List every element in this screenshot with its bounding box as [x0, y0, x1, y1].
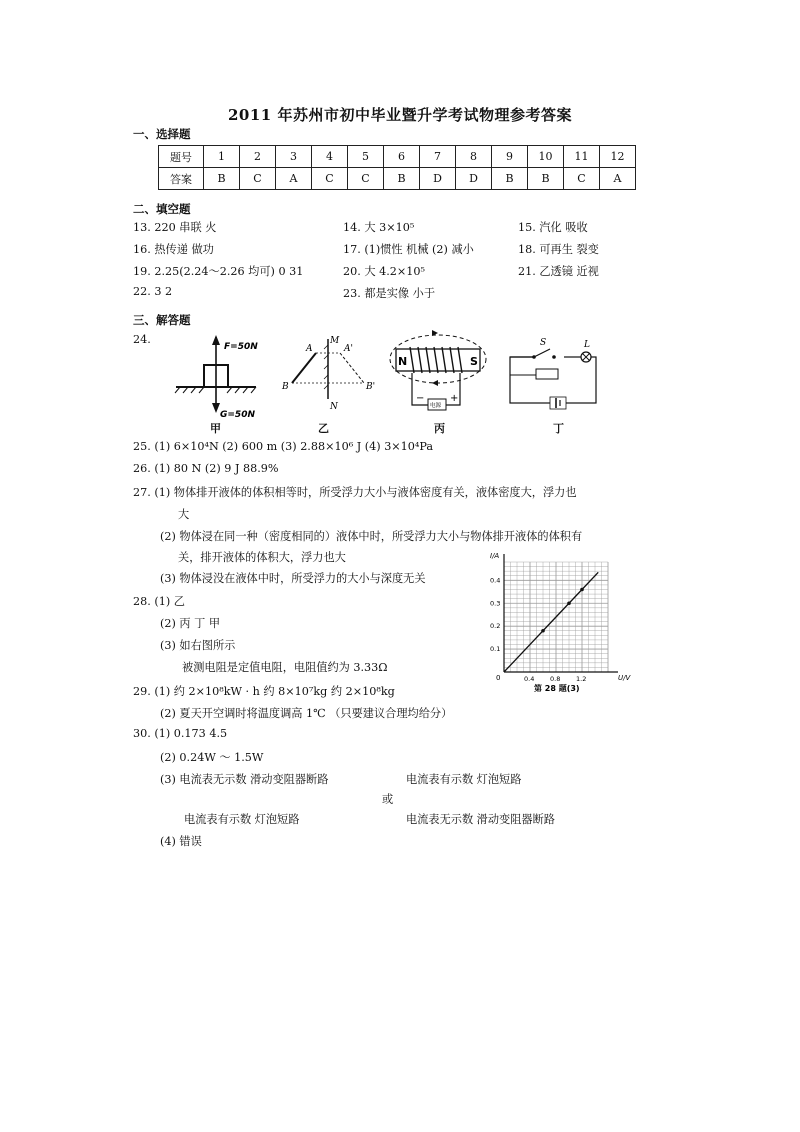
- answer-q30-part1: 30. (1) 0.173 4.5: [133, 727, 228, 740]
- question-number-cell: 7: [420, 146, 456, 168]
- lamp-label: L: [584, 340, 590, 350]
- chart-y-tick-labels: [490, 576, 500, 653]
- switch-contact: [552, 355, 556, 359]
- pole-label-south: S: [470, 355, 478, 368]
- figure-bing-solenoid-diagram: [388, 333, 496, 417]
- iu-graph-chart: [484, 548, 634, 696]
- answer-q26: 26. (1) 80 N (2) 9 J 88.9%: [133, 462, 279, 475]
- answer-cell: C: [348, 168, 384, 190]
- answer-q16: 16. 热传递 做功: [133, 243, 214, 256]
- table-row-answers: [159, 168, 636, 190]
- answer-cell: C: [312, 168, 348, 190]
- answer-q15: 15. 汽化 吸收: [518, 221, 588, 234]
- question-number-cell: 6: [384, 146, 420, 168]
- answer-q17: 17. (1)惯性 机械 (2) 减小: [343, 243, 474, 256]
- answer-cell: B: [204, 168, 240, 190]
- answer-q18: 18. 可再生 裂变: [518, 243, 599, 256]
- switch-label: S: [540, 338, 547, 348]
- answer-cell: D: [420, 168, 456, 190]
- answer-q22: 22. 3 2: [133, 285, 173, 298]
- chart-x-tick-label: 0.8: [550, 675, 561, 683]
- question-number-cell: 12: [600, 146, 636, 168]
- answer-q29-part2: (2) 夏天开空调时将温度调高 1℃ （只要建议合理均给分）: [160, 707, 453, 720]
- table-row-numbers: [159, 146, 636, 168]
- answer-q30-part2: (2) 0.24W ～ 1.5W: [160, 751, 264, 764]
- point-label: M: [330, 336, 340, 346]
- chart-x-tick-label: 1.2: [576, 675, 587, 683]
- figure-yi-mirror-diagram: [278, 335, 378, 415]
- answer-q27-part2: (2) 物体浸在同一种（密度相同的）液体中时，所受浮力大小与物体排开液体的体积有: [160, 530, 583, 543]
- chart-data-point: [541, 629, 545, 633]
- answer-cell: B: [384, 168, 420, 190]
- answer-cell: A: [276, 168, 312, 190]
- figure-ding-circuit-diagram: [506, 335, 602, 415]
- point-label: A': [344, 344, 353, 354]
- answer-q28-conclusion: 被测电阻是定值电阻，电阻值约为 3.33Ω: [182, 661, 388, 674]
- chart-y-axis-label: I/A: [490, 552, 500, 560]
- object-ab: [292, 353, 316, 383]
- answer-q23: 23. 都是实像 小于: [343, 287, 436, 300]
- terminal-minus: −: [416, 393, 425, 404]
- figure-caption-yi: 乙: [318, 422, 329, 435]
- answer-q27-part2-cont: 关，排开液体的体积大，浮力也大: [178, 551, 346, 564]
- figure-caption-ding: 丁: [553, 422, 564, 435]
- rheostat-symbol: [536, 369, 558, 379]
- page-title: 2011 年苏州市初中毕业暨升学考试物理参考答案: [228, 106, 572, 124]
- table-row-label: 答案: [159, 168, 204, 190]
- answer-q30-part3-right: 电流表有示数 灯泡短路: [406, 773, 522, 786]
- question-number-cell: 4: [312, 146, 348, 168]
- image-ab: [340, 353, 364, 383]
- answer-cell: C: [564, 168, 600, 190]
- chart-origin-label: 0: [496, 674, 501, 682]
- section-choice-heading: 一、选择题: [133, 127, 191, 141]
- point-label: A: [306, 344, 313, 354]
- chart-series-line: [504, 572, 598, 672]
- chart-x-tick-label: 0.4: [524, 675, 535, 683]
- force-label-top: F=50N: [224, 342, 258, 352]
- question-number-cell: 5: [348, 146, 384, 168]
- circuit-loop: [510, 357, 596, 403]
- answer-q28-part2: (2) 丙 丁 甲: [160, 617, 221, 630]
- question-number-cell: 8: [456, 146, 492, 168]
- terminal-plus: +: [450, 393, 459, 404]
- point-label: B: [282, 382, 289, 392]
- answer-q19: 19. 2.25(2.24～2.26 均可) 0 31: [133, 265, 304, 278]
- solenoid-core: [396, 349, 480, 371]
- chart-y-tick-label: 0.2: [490, 622, 501, 631]
- answer-q27-part1: 27. (1) 物体排开液体的体积相等时，所受浮力大小与液体密度有关，液体密度大，浮力也: [133, 486, 577, 499]
- answer-cell: C: [240, 168, 276, 190]
- force-arrowhead-down: [212, 403, 220, 413]
- figure-jia-force-diagram: [170, 335, 260, 425]
- power-source-label: 电源: [430, 403, 442, 409]
- chart-y-tick-label: 0.1: [490, 645, 501, 654]
- chart-data-point: [580, 588, 584, 592]
- answer-q27-part3: (3) 物体浸没在液体中时，所受浮力的大小与深度无关: [160, 572, 426, 585]
- answer-q20: 20. 大 4.2×10⁵: [343, 265, 425, 278]
- chart-y-tick-label: 0.4: [490, 576, 501, 585]
- question-number-cell: 9: [492, 146, 528, 168]
- answer-q13: 13. 220 串联 火: [133, 221, 217, 234]
- answer-q30-part4: (4) 错误: [160, 835, 202, 848]
- table-row-label: 题号: [159, 146, 204, 168]
- question-number-cell: 10: [528, 146, 564, 168]
- chart-y-tick-label: 0.3: [490, 599, 501, 608]
- question-number-cell: 11: [564, 146, 600, 168]
- answer-q21: 21. 乙透镜 近视: [518, 265, 599, 278]
- battery-box: [550, 397, 566, 409]
- answer-cell: B: [492, 168, 528, 190]
- answer-q30-or: 或: [382, 793, 394, 806]
- switch-contact: [532, 355, 536, 359]
- answer-q14: 14. 大 3×10⁵: [343, 221, 415, 234]
- question-number-cell: 1: [204, 146, 240, 168]
- question-24-number: 24.: [133, 333, 151, 346]
- answer-q30-part3-right-alt: 电流表无示数 滑动变阻器断路: [406, 813, 555, 826]
- chart-x-axis-label: U/V: [618, 674, 631, 682]
- point-label: B': [366, 382, 376, 392]
- figure-caption-bing: 丙: [434, 422, 445, 435]
- chart-x-tick-labels: [524, 675, 586, 683]
- answer-q30-part3-left: (3) 电流表无示数 滑动变阻器断路: [160, 773, 329, 786]
- answer-cell: D: [456, 168, 492, 190]
- field-arrow: [432, 380, 438, 386]
- answer-cell: B: [528, 168, 564, 190]
- figure-caption-jia: 甲: [210, 422, 221, 435]
- multiple-choice-answer-table: [158, 145, 636, 190]
- force-label-bottom: G=50N: [220, 410, 255, 420]
- point-label: N: [330, 402, 338, 412]
- question-number-cell: 3: [276, 146, 312, 168]
- pole-label-north: N: [398, 355, 408, 368]
- chart-title: 第 28 题(3): [534, 684, 580, 693]
- answer-q29-part1: 29. (1) 约 2×10⁸kW · h 约 8×10⁷kg 约 2×10⁸kg: [133, 685, 395, 698]
- answer-q28-part1: 28. (1) 乙: [133, 595, 185, 608]
- section-fill-heading: 二、填空题: [133, 202, 191, 216]
- answer-q25: 25. (1) 6×10⁴N (2) 600 m (3) 2.88×10⁶ J (4) 3×10⁴Pa: [133, 440, 434, 453]
- answer-cell: A: [600, 168, 636, 190]
- question-number-cell: 2: [240, 146, 276, 168]
- chart-data-point: [567, 601, 571, 605]
- answer-q28-part3: (3) 如右图所示: [160, 639, 236, 652]
- answer-q30-part3-left-alt: 电流表有示数 灯泡短路: [184, 813, 300, 826]
- force-arrowhead-up: [212, 335, 220, 345]
- answer-q27-part1-cont: 大: [178, 508, 190, 521]
- section-solution-heading: 三、解答题: [133, 313, 191, 327]
